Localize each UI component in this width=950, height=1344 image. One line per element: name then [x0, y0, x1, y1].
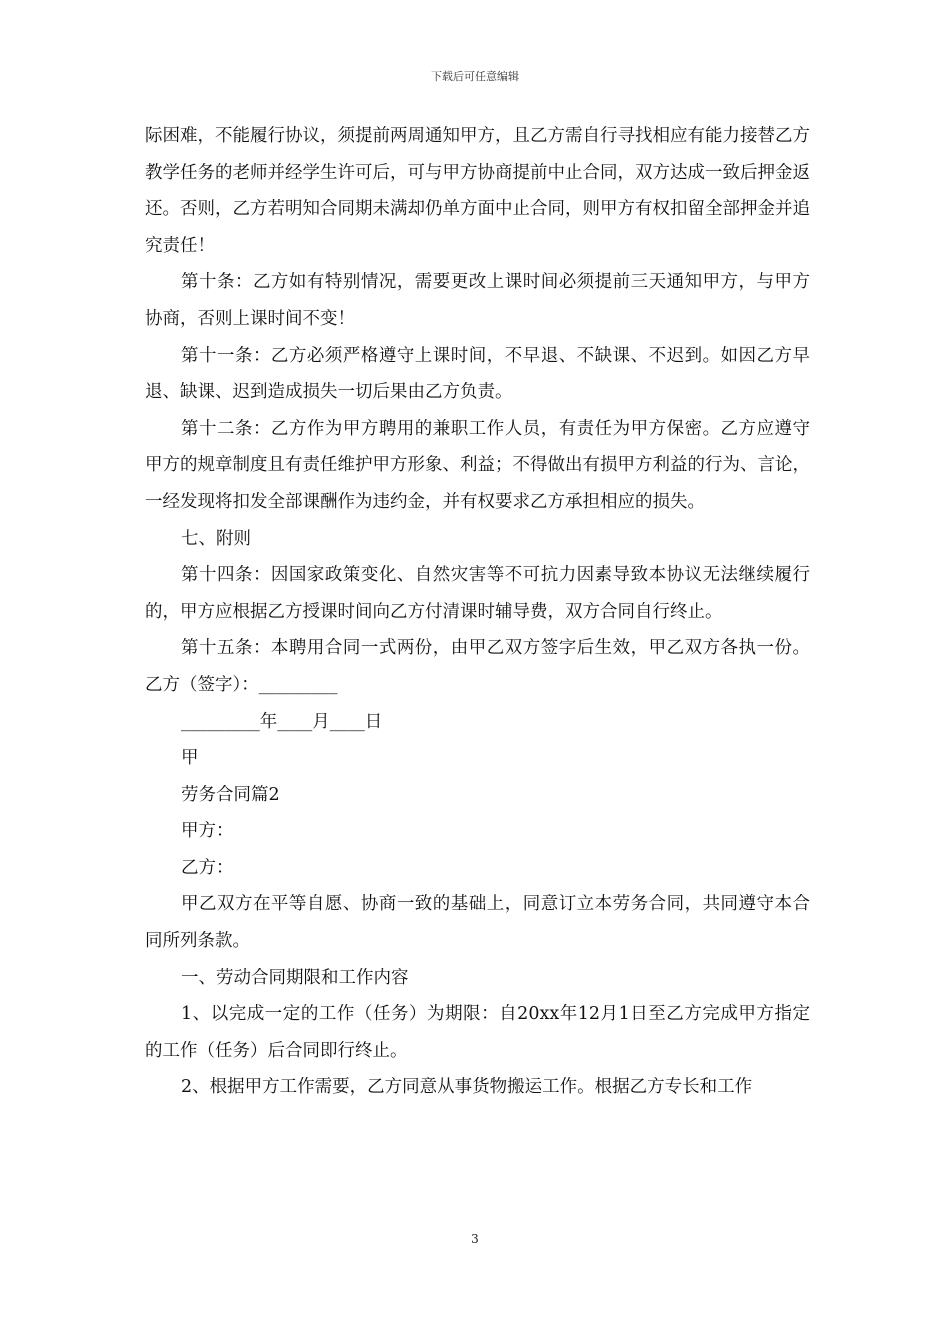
party-b-label: 乙方： [181, 857, 234, 878]
section-heading: 一、劳动合同期限和工作内容 [181, 967, 409, 988]
paragraph: 1、以完成一定的工作（任务）为期限：自20xx年12月1日至乙方完成甲方指定的工作（任务）后合同即行终止。 [145, 1004, 810, 1061]
paragraph: 第十五条：本聘用合同一式两份，由甲乙双方签字后生效，甲乙双方各执一份。乙方（签字）：_________ [145, 638, 810, 695]
paragraph: 甲乙双方在平等自愿、协商一致的基础上，同意订立本劳务合同，共同遵守本合同所列条款。 [145, 894, 810, 952]
paragraph: 际困难，不能履行协议，须提前两周通知甲方，且乙方需自行寻找相应有能力接替乙方教学任务的老师并经学生许可后，可与甲方协商提前中止合同，双方达成一致后押金返还。否则，乙方若明知合同期未满却仍单方面中止合同，则甲方有权扣留全部押金并追究责任！ [145, 126, 810, 256]
page-number: 3 [471, 1232, 479, 1246]
page-header: 下载后可任意编辑 [431, 70, 519, 83]
paragraph: 第十四条：因国家政策变化、自然灾害等不可抗力因素导致本协议无法继续履行的，甲方应根据乙方授课时间向乙方付清课时辅导费，双方合同自行终止。 [145, 565, 810, 622]
document-body [145, 118, 810, 1106]
section-title: 劳务合同篇2 [181, 784, 280, 805]
paragraph: 2、根据甲方工作需要，乙方同意从事货物搬运工作。根据乙方专长和工作 [181, 1077, 753, 1098]
paragraph: 甲 [181, 748, 199, 769]
paragraph: 第十一条：乙方必须严格遵守上课时间，不早退、不缺课、不迟到。如因乙方早退、缺课、迟到造成损失一切后果由乙方负责。 [145, 345, 810, 403]
section-heading: 七、附则 [181, 528, 251, 549]
paragraph: 第十二条：乙方作为甲方聘用的兼职工作人员，有责任为甲方保密。乙方应遵守甲方的规章制度且有责任维护甲方形象、利益；不得做出有损甲方利益的行为、言论，一经发现将扣发全部课酬作为违约金，并有权要求乙方承担相应的损失。 [145, 418, 810, 512]
date-line: _________年____月____日 [181, 711, 383, 732]
party-a-label: 甲方： [181, 821, 234, 842]
paragraph: 第十条：乙方如有特别情况，需要更改上课时间必须提前三天通知甲方，与甲方协商，否则上课时间不变！ [145, 272, 810, 329]
